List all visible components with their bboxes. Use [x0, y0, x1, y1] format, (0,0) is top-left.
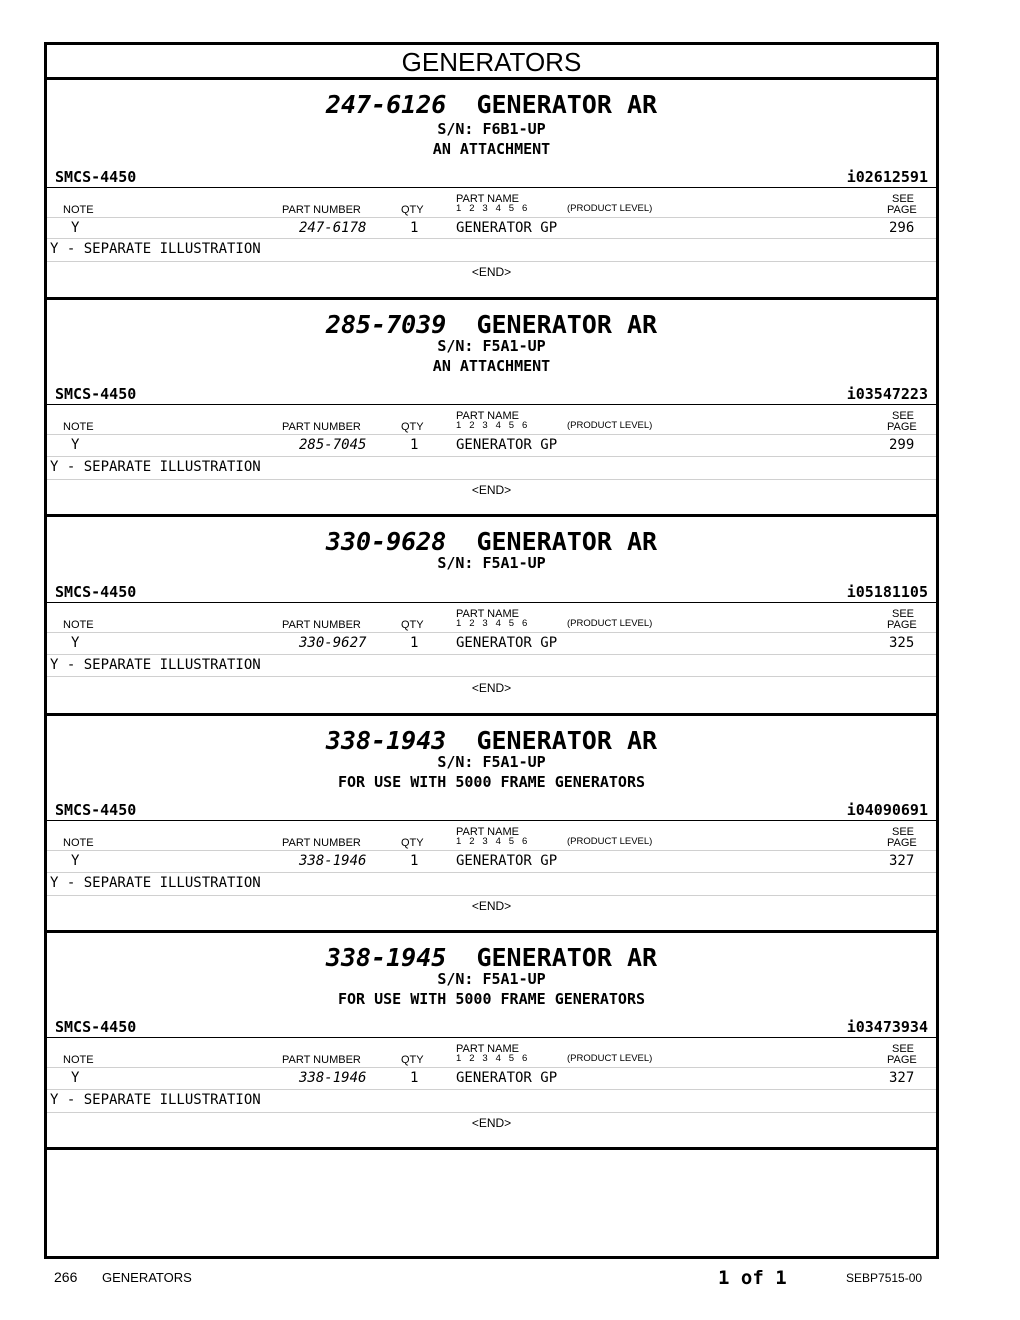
col-page: PAGE	[887, 1054, 917, 1066]
row-qty: 1	[410, 1070, 419, 1086]
info-id: i03473934	[846, 1018, 928, 1036]
row-qty: 1	[410, 220, 419, 236]
header-rule	[47, 404, 936, 405]
note-text: Y - SEPARATE ILLUSTRATION	[50, 459, 261, 475]
assembly-part-name: GENERATOR AR	[476, 527, 658, 556]
col-part-number: PART NUMBER	[282, 837, 361, 849]
row-rule	[47, 479, 936, 480]
assembly-part-name: GENERATOR AR	[476, 90, 658, 119]
col-levels: 1 2 3 4 5 6	[456, 420, 528, 431]
row-part-number: 338-1946	[299, 1070, 367, 1086]
info-id: i03547223	[846, 385, 928, 403]
row-note: Y	[71, 853, 80, 869]
col-page: PAGE	[887, 421, 917, 433]
assembly-part-number: 330-9628	[325, 527, 447, 556]
info-id: i04090691	[846, 801, 928, 819]
serial-line: S/N: F5A1-UP	[437, 554, 546, 572]
row-rule	[47, 850, 936, 851]
col-see: SEE	[892, 608, 915, 620]
description-line: FOR USE WITH 5000 FRAME GENERATORS	[337, 773, 646, 791]
row-note: Y	[71, 437, 80, 453]
col-note: NOTE	[63, 837, 94, 849]
section-title	[47, 527, 936, 557]
info-id: i02612591	[846, 168, 928, 186]
row-rule	[47, 434, 936, 435]
parts-section	[47, 80, 936, 300]
col-levels: 1 2 3 4 5 6	[456, 1053, 528, 1064]
row-part-number: 338-1946	[299, 853, 367, 869]
col-qty: QTY	[401, 619, 424, 631]
parts-section	[47, 716, 936, 933]
header-rule	[47, 1037, 936, 1038]
row-rule	[47, 872, 936, 873]
col-note: NOTE	[63, 1054, 94, 1066]
col-see: SEE	[892, 1043, 915, 1055]
col-part-name: PART NAME	[456, 410, 519, 422]
assembly-part-name: GENERATOR AR	[476, 943, 658, 972]
end-marker: <END>	[471, 899, 512, 913]
description-line: FOR USE WITH 5000 FRAME GENERATORS	[337, 990, 646, 1008]
footer-page-count: 1 of 1	[718, 1267, 787, 1289]
parts-section	[47, 933, 936, 1150]
col-note: NOTE	[63, 421, 94, 433]
parts-section	[47, 517, 936, 716]
col-part-name: PART NAME	[456, 608, 519, 620]
col-page: PAGE	[887, 837, 917, 849]
parts-section	[47, 300, 936, 517]
col-note: NOTE	[63, 619, 94, 631]
smcs-code: SMCS-4450	[55, 385, 137, 403]
row-qty: 1	[410, 635, 419, 651]
end-marker: <END>	[471, 483, 512, 497]
col-part-name: PART NAME	[456, 1043, 519, 1055]
row-rule	[47, 1067, 936, 1068]
col-page: PAGE	[887, 204, 917, 216]
col-part-name: PART NAME	[456, 193, 519, 205]
row-note: Y	[71, 635, 80, 651]
row-rule	[47, 1112, 936, 1113]
smcs-code: SMCS-4450	[55, 583, 137, 601]
description-line: AN ATTACHMENT	[432, 140, 551, 158]
col-qty: QTY	[401, 1054, 424, 1066]
col-see: SEE	[892, 193, 915, 205]
col-note: NOTE	[63, 204, 94, 216]
assembly-part-number: 285-7039	[325, 310, 447, 339]
row-rule	[47, 676, 936, 677]
serial-line: S/N: F5A1-UP	[437, 970, 546, 988]
row-part-name: GENERATOR GP	[456, 853, 558, 869]
assembly-part-number: 338-1945	[325, 943, 447, 972]
row-part-name: GENERATOR GP	[456, 1070, 558, 1086]
page-title: GENERATORS	[47, 45, 936, 80]
col-see: SEE	[892, 410, 915, 422]
row-rule	[47, 632, 936, 633]
col-qty: QTY	[401, 837, 424, 849]
smcs-code: SMCS-4450	[55, 801, 137, 819]
row-see-page: 325	[889, 635, 915, 651]
col-levels: 1 2 3 4 5 6	[456, 836, 528, 847]
serial-line: S/N: F5A1-UP	[437, 337, 546, 355]
col-qty: QTY	[401, 204, 424, 216]
header-rule	[47, 187, 936, 188]
smcs-code: SMCS-4450	[55, 1018, 137, 1036]
note-text: Y - SEPARATE ILLUSTRATION	[50, 241, 261, 257]
row-rule	[47, 1089, 936, 1090]
assembly-part-number: 338-1943	[325, 726, 447, 755]
row-part-number: 285-7045	[299, 437, 367, 453]
row-note: Y	[71, 1070, 80, 1086]
end-marker: <END>	[471, 265, 512, 279]
footer-section: GENERATORS	[102, 1270, 192, 1285]
row-part-name: GENERATOR GP	[456, 437, 558, 453]
note-text: Y - SEPARATE ILLUSTRATION	[50, 875, 261, 891]
footer-doc-id: SEBP7515-00	[846, 1271, 923, 1285]
row-part-name: GENERATOR GP	[456, 635, 558, 651]
header-rule	[47, 820, 936, 821]
col-see: SEE	[892, 826, 915, 838]
col-part-number: PART NUMBER	[282, 619, 361, 631]
row-part-number: 330-9627	[299, 635, 367, 651]
row-see-page: 327	[889, 1070, 915, 1086]
col-levels: 1 2 3 4 5 6	[456, 618, 528, 629]
assembly-part-number: 247-6126	[325, 90, 447, 119]
row-note: Y	[71, 220, 80, 236]
row-rule	[47, 261, 936, 262]
row-rule	[47, 456, 936, 457]
row-qty: 1	[410, 853, 419, 869]
row-part-name: GENERATOR GP	[456, 220, 558, 236]
col-product-level: (PRODUCT LEVEL)	[567, 836, 653, 847]
end-marker: <END>	[471, 681, 512, 695]
section-title	[47, 310, 936, 340]
description-line: AN ATTACHMENT	[432, 357, 551, 375]
col-qty: QTY	[401, 421, 424, 433]
section-title	[47, 726, 936, 756]
assembly-part-name: GENERATOR AR	[476, 726, 658, 755]
serial-line: S/N: F5A1-UP	[437, 753, 546, 771]
footer-page-number: 266	[54, 1269, 78, 1285]
row-part-number: 247-6178	[299, 220, 367, 236]
note-text: Y - SEPARATE ILLUSTRATION	[50, 657, 261, 673]
col-product-level: (PRODUCT LEVEL)	[567, 203, 653, 214]
col-product-level: (PRODUCT LEVEL)	[567, 1053, 653, 1064]
row-qty: 1	[410, 437, 419, 453]
serial-line: S/N: F6B1-UP	[437, 120, 546, 138]
section-title	[47, 943, 936, 973]
col-part-number: PART NUMBER	[282, 421, 361, 433]
row-see-page: 296	[889, 220, 915, 236]
assembly-part-name: GENERATOR AR	[476, 310, 658, 339]
col-part-number: PART NUMBER	[282, 1054, 361, 1066]
end-marker: <END>	[471, 1116, 512, 1130]
row-rule	[47, 654, 936, 655]
row-rule	[47, 217, 936, 218]
row-rule	[47, 238, 936, 239]
parts-list-frame	[44, 42, 939, 1259]
col-product-level: (PRODUCT LEVEL)	[567, 420, 653, 431]
smcs-code: SMCS-4450	[55, 168, 137, 186]
row-see-page: 327	[889, 853, 915, 869]
col-product-level: (PRODUCT LEVEL)	[567, 618, 653, 629]
col-page: PAGE	[887, 619, 917, 631]
row-rule	[47, 895, 936, 896]
header-rule	[47, 602, 936, 603]
section-title	[47, 90, 936, 120]
col-part-name: PART NAME	[456, 826, 519, 838]
col-part-number: PART NUMBER	[282, 204, 361, 216]
col-levels: 1 2 3 4 5 6	[456, 203, 528, 214]
row-see-page: 299	[889, 437, 915, 453]
note-text: Y - SEPARATE ILLUSTRATION	[50, 1092, 261, 1108]
info-id: i05181105	[846, 583, 928, 601]
